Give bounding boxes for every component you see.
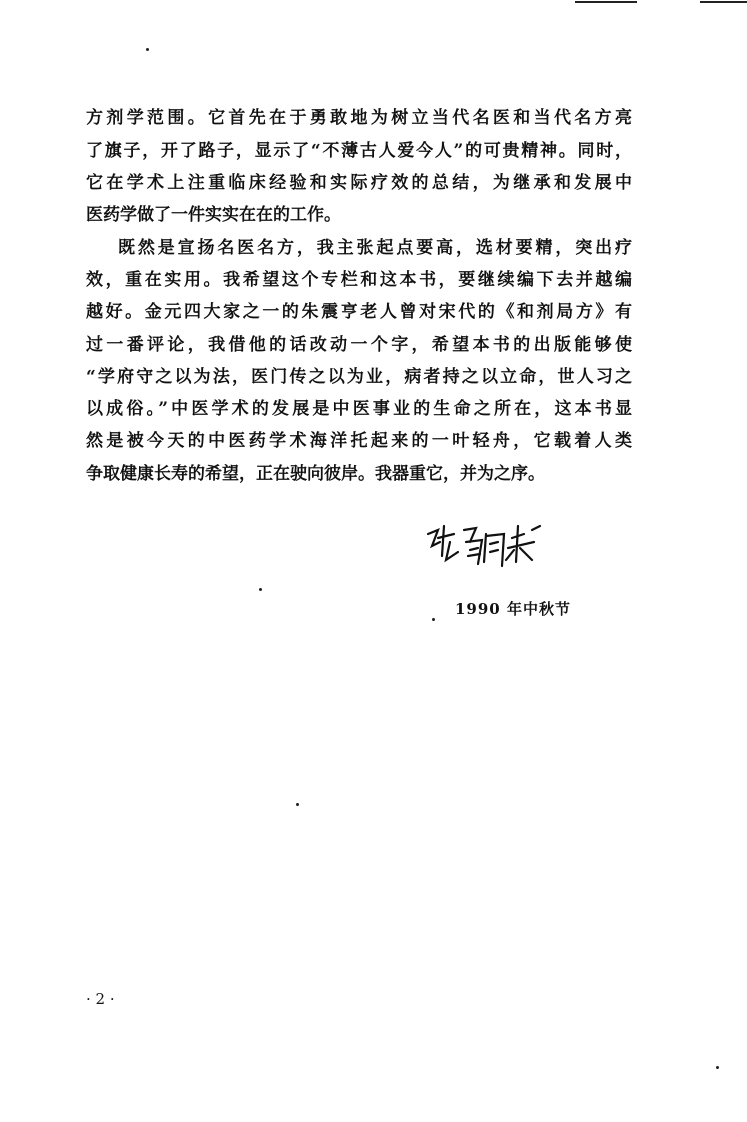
text-line: 越好。金元四大家之一的朱震亨老人曾对宋代的《和剂局方》有	[86, 302, 632, 322]
text-line: 然是被今天的中医药学术海洋托起来的一叶轻舟，它载着人类	[86, 431, 632, 451]
scan-speck	[716, 1066, 719, 1069]
text-line: 过一番评论，我借他的话改动一个字，希望本书的出版能够使	[86, 335, 632, 355]
text-line: 以成俗。”中医学术的发展是中医事业的生命之所在，这本书显	[86, 399, 632, 419]
top-rule-right	[700, 1, 747, 3]
text-line: 争取健康长寿的希望，正在驶向彼岸。我器重它，并为之序。	[86, 464, 545, 484]
text-line: 方剂学范围。它首先在于勇敢地为树立当代名医和当代名方亮	[86, 108, 632, 128]
text-line: “学府守之以为法，医门传之以为业，病者持之以立命，世人习之	[86, 367, 632, 387]
text-line: 效，重在实用。我希望这个专栏和这本书，要继续编下去并越编	[86, 270, 632, 290]
text-line: 了旗子，开了路子，显示了“不薄古人爱今人”的可贵精神。同时，	[86, 141, 632, 161]
scan-speck	[146, 48, 149, 51]
text-line: 医药学做了一件实实在在的工作。	[86, 205, 341, 225]
scan-speck	[296, 803, 299, 806]
text-line: 它在学术上注重临床经验和实际疗效的总结，为继承和发展中	[86, 173, 632, 193]
date: 1990 年中秋节	[455, 600, 571, 618]
text-line: 既然是宣扬名医名方，我主张起点要高，选材要精，突出疗	[118, 238, 632, 258]
top-rule-left	[575, 1, 637, 3]
page-number: · 2 ·	[86, 990, 115, 1008]
scan-speck	[432, 618, 435, 621]
handwritten-signature	[420, 512, 550, 572]
scan-speck	[259, 588, 262, 591]
